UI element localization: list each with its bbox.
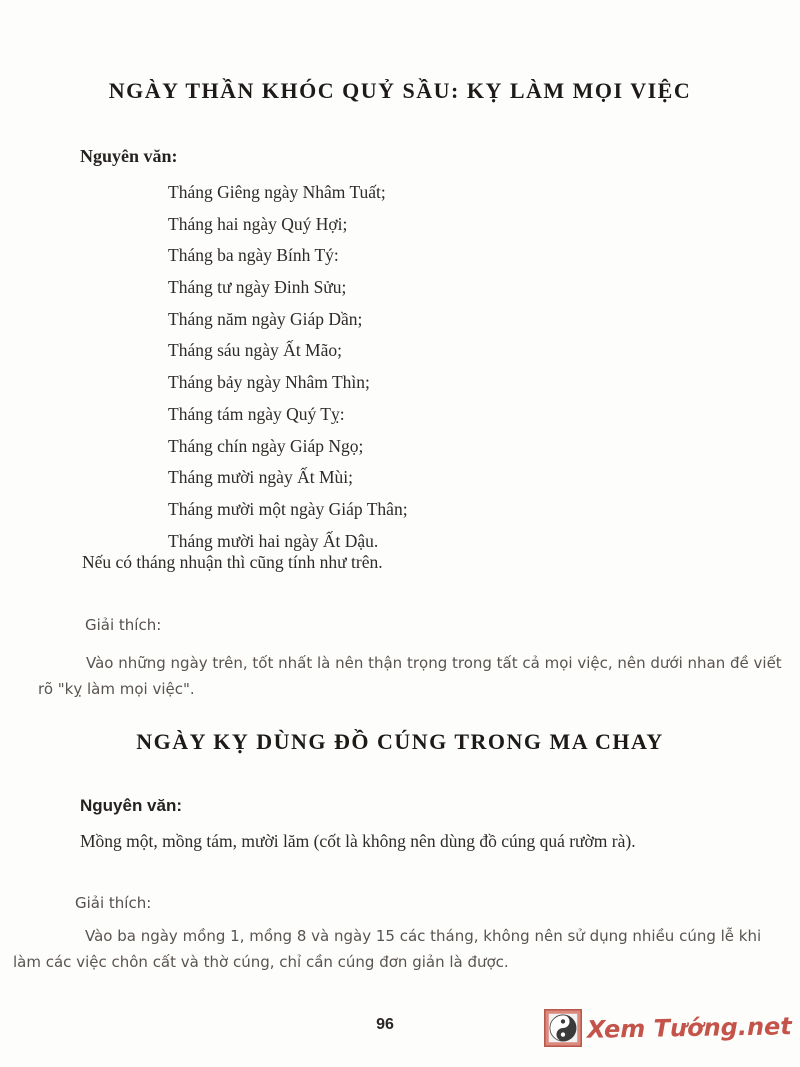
verse-line: Tháng hai ngày Quý Hợi;: [168, 213, 348, 234]
section1-explanation-text: Vào những ngày trên, tốt nhất là nên thận trọng trong tất cả mọi việc, nên dưới nhan đề viết rõ "kỵ làm mọi việc".: [38, 654, 782, 698]
section1-explanation-label: Giải thích:: [85, 616, 162, 634]
verse-line: Tháng mười hai ngày Ất Dậu.: [168, 530, 379, 551]
verse-line: Tháng ba ngày Bính Tý:: [168, 245, 339, 266]
verse-line: Tháng tám ngày Quý Tỵ:: [168, 403, 345, 424]
section2-title: NGÀY KỴ DÙNG ĐỒ CÚNG TRONG MA CHAY: [136, 729, 664, 754]
yin-yang-icon: [544, 1008, 582, 1048]
section1-original-label: Nguyên văn:: [80, 146, 178, 166]
section2-original-label: Nguyên văn:: [80, 796, 183, 815]
verse-line: Tháng tư ngày Đinh Sửu;: [168, 277, 347, 298]
verse-line: Tháng bảy ngày Nhâm Thìn;: [168, 372, 370, 393]
page-number: 96: [376, 1016, 394, 1033]
section2-explanation-label: Giải thích:: [75, 894, 152, 912]
section1-verse-list: [168, 177, 408, 557]
section1-leap-month-note: Nếu có tháng nhuận thì cũng tính như trên.: [82, 552, 383, 572]
section1-title: NGÀY THẦN KHÓC QUỶ SẦU: KỴ LÀM MỌI VIỆC: [108, 78, 692, 103]
verse-line: Tháng Giêng ngày Nhâm Tuất;: [168, 182, 386, 202]
verse-line: Tháng sáu ngày Ất Mão;: [168, 340, 342, 361]
watermark: [544, 1008, 792, 1048]
verse-line: Tháng năm ngày Giáp Dần;: [168, 308, 363, 329]
section2-original-text: Mồng một, mồng tám, mười lăm (cốt là không nên dùng đồ cúng quá rườm rà).: [80, 831, 636, 851]
watermark-text: Xem Tướng.net: [586, 1012, 793, 1044]
verse-line: Tháng mười ngày Ất Mùi;: [168, 467, 353, 488]
verse-line: Tháng mười một ngày Giáp Thân;: [168, 498, 408, 519]
verse-line: Tháng chín ngày Giáp Ngọ;: [168, 435, 364, 456]
section2-explanation-text: Vào ba ngày mồng 1, mồng 8 và ngày 15 các tháng, không nên sử dụng nhiều cúng lễ khi làm các việc chôn cất và thờ cúng, chỉ cần cúng đơn giản là được.: [13, 927, 762, 971]
